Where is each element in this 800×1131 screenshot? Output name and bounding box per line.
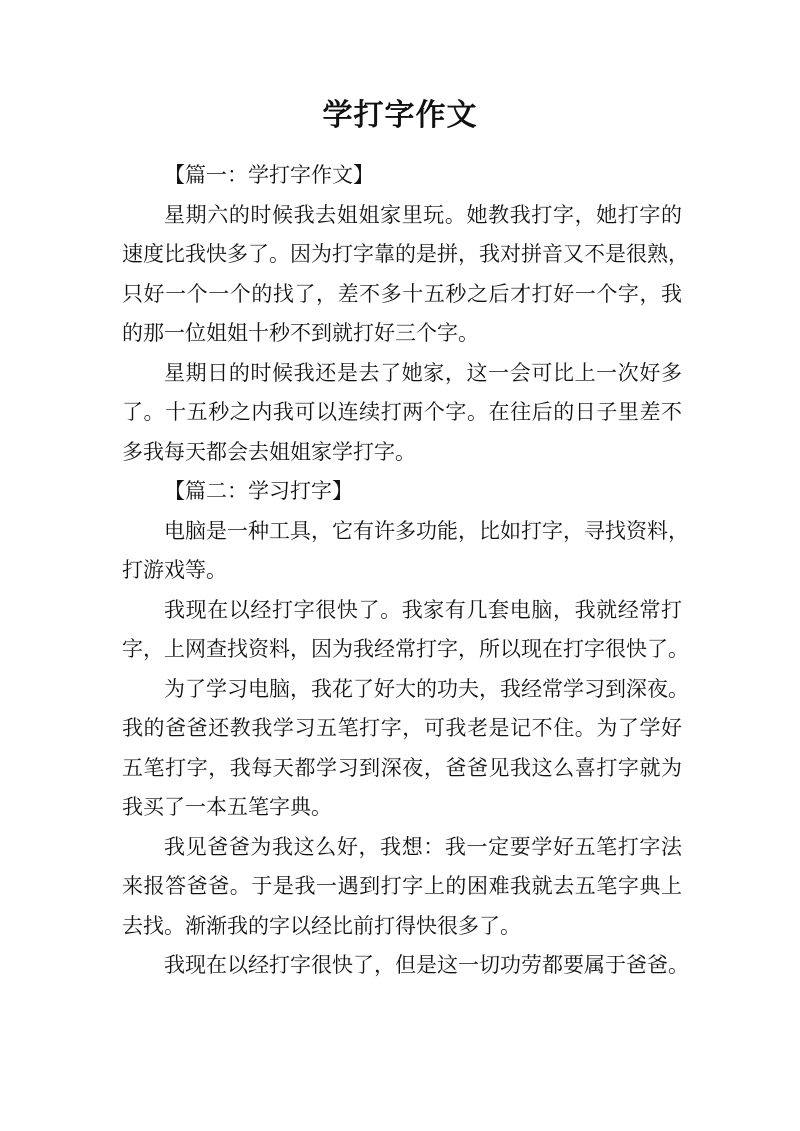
paragraph-line: 我现在以经打字很快了，但是这一切功劳都要属于爸爸。: [164, 953, 689, 977]
paragraph-line: 我的爸爸还教我学习五笔打字，可我老是记不住。为了学好: [122, 716, 682, 740]
paragraph-line: 的那一位姐姐十秒不到就打好三个字。: [122, 321, 479, 345]
paragraph-line: 五笔打字，我每天都学习到深夜，爸爸见我这么喜打字就为: [122, 755, 682, 780]
paragraph-line: 为了学习电脑，我花了好大的功夫，我经常学习到深夜。: [164, 676, 689, 701]
section-heading: 【篇一：学打字作文】: [164, 163, 374, 187]
paragraph-line: 只好一个一个的找了，差不多十五秒之后才打好一个字，我: [122, 281, 682, 306]
paragraph-line: 我买了一本五笔字典。: [122, 795, 332, 819]
paragraph-line: 多我每天都会去姐姐家学打字。: [122, 439, 416, 464]
paragraph-line: 星期六的时候我去姐姐家里玩。她教我打字，她打字的: [164, 202, 682, 227]
essay-body: [122, 156, 689, 986]
page-title: 学打字作文: [322, 98, 478, 133]
paragraph-line: 打游戏等。: [122, 558, 227, 582]
paragraph-line: 我见爸爸为我这么好，我想：我一定要学好五笔打字法: [164, 834, 682, 859]
section-heading: 【篇二：学习打字】: [164, 479, 353, 503]
paragraph-line: 字，上网查找资料，因为我经常打字，所以现在打字很快了。: [122, 637, 689, 661]
paragraph-line: 速度比我快多了。因为打字靠的是拼，我对拼音又不是很熟，: [122, 242, 689, 266]
paragraph-line: 了。十五秒之内我可以连续打两个字。在往后的日子里差不: [122, 400, 682, 424]
paragraph-line: 我现在以经打字很快了。我家有几套电脑，我就经常打: [164, 597, 682, 622]
paragraph-line: 来报答爸爸。于是我一遇到打字上的困难我就去五笔字典上: [122, 874, 682, 898]
paragraph-line: 电脑是一种工具，它有许多功能，比如打字，寻找资料，: [164, 518, 689, 543]
paragraph-line: 去找。渐渐我的字以经比前打得快很多了。: [122, 913, 521, 938]
paragraph-line: 星期日的时候我还是去了她家，这一会可比上一次好多: [164, 360, 682, 385]
